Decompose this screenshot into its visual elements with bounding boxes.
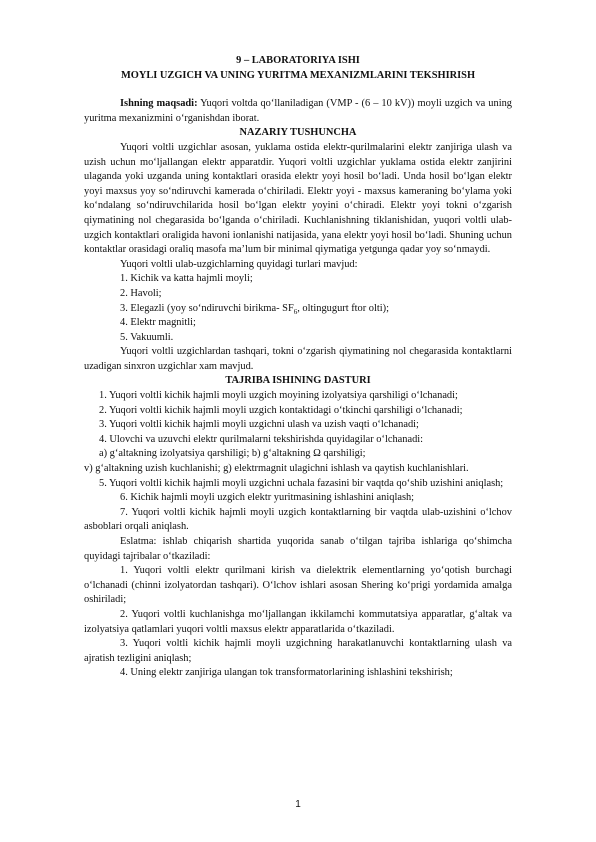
list-item: 1. Kichik va katta hajmli moyli; xyxy=(120,273,253,285)
page-number: 1 xyxy=(295,799,301,810)
list-item: 5. Vakuumli. xyxy=(120,331,174,343)
list-item: 6. Kichik hajmli moyli uzgich elektr yuritmasining ishlashini aniqlash; xyxy=(120,492,415,504)
goal-label: Ishning maqsadi: xyxy=(120,98,198,110)
list-item: 2. Havoli; xyxy=(120,287,162,299)
list-item: 4. Ulovchi va uzuvchi elektr qurilmalarni tekshirishda quyidagilar o‘lchanadi: xyxy=(99,433,424,445)
list-item: 7. Yuqori voltli kichik hajmli moyli uzgich kontaktlarning bir vaqtda ulab-uzishini o‘lchov asboblari orqali aniqlash. xyxy=(84,506,512,533)
lab-subtitle: MOYLI UZGICH VA UNING YURITMA MEXANIZMLARINI TEKSHIRISH xyxy=(120,69,476,81)
type3-subscript: 6 xyxy=(293,307,298,316)
list-item: a) g‘altakning izolyatsiya qarshiligi; b) g‘altakning Ω qarshiligi; xyxy=(99,448,366,460)
note-paragraph: Eslatma: ishlab chiqarish shartida yuqorida sanab o‘tilgan tajriba ishlariga qo‘shimcha quyidagi tajribalar o‘tkaziladi: xyxy=(84,536,512,562)
list-item: 3. Yuqori voltli kichik hajmli moyli uzgichning harakatlanuvchi kontaktlarning ulash va ajratish tezligini aniqlash; xyxy=(84,638,512,664)
page-content xyxy=(84,54,512,681)
list-item: 4. Elektr magnitli; xyxy=(120,317,196,329)
list-item: 2. Yuqori voltli kichik hajmli moyli uzgich kontaktidagi o‘tkinchi qarshiligi o‘lchanadi; xyxy=(99,404,463,416)
list-item: v) g‘altakning uzish kuchlanishi; g) elektrmagnit ulagichni ishlash va qaytish kuchlanishlari. xyxy=(84,463,469,475)
theory-paragraph-2: Yuqori voltli uzgichlardan tashqari, tokni o‘zgarish qiymatining nol chegarasida kontaktlarni uzadigan sinxron uzgichlar xam mavjud. xyxy=(84,346,512,372)
list-item: 2. Yuqori voltli kuchlanishga mo‘ljallangan ikkilamchi kommutatsiya apparatlar, g‘altak va izolyatsiya qatlamlari yuqori voltli maxsus elektr apparatlarida o‘tkaziladi. xyxy=(84,608,512,635)
list-item: 1. Yuqori voltli elektr qurilmani kirish va dielektrik elementlarning yo‘qotish burchagi o‘lchanadi (chinni izolyatordan tashqari). O‘lchov ishlari asosan Shering ko‘prigi yordamida amalga oshiriladi; xyxy=(84,565,512,606)
type3-text: 3. Elegazli (yoy so‘ndiruvchi birikma- SF xyxy=(120,302,294,314)
lab-title: 9 – LABORATORIYA ISHI xyxy=(236,55,360,66)
theory-paragraph-1: Yuqori voltli uzgichlar asosan, yuklama ostida elektr-qurilmalarini elektr zanjiriga ulash va uzish uchun mo‘ljallangan elektr apparatdir. Yuqori voltli uzgichlar yuklama ostida elektr zanjirini ulaganda yoki uzganda uning kontaktlari orasida elektr yoyi hosil bo‘ladi. Unda hosil bo‘lgan elektr yoyi maxsus yoy so‘ndiruvchi kamerada o‘chiriladi. Elektr yoyi - maxsus kameraning bo‘ylama yoki ko‘ndalang so‘ndiruvchilarida hosil bo‘lgan elektr yoyini o‘chiradi. Elektr yoyi tokni o‘zgarish qiymatining nol chegarasida bo‘lganda o‘chiriladi. Kuchlanishning tiklanishidan, yuqori voltli ulab-uzgich kontaktlari oraligida havoni ionlanishi natijasida, yana elektr yoyi hosil bo‘ladi. Shuning uchun kontaktlar orasidagi oraliq masofa ma’lum bir minimal qiymatiga yetgunga qadar yoy so‘nmaydi. xyxy=(84,141,512,256)
list-item: 5. Yuqori voltli kichik hajmli moyli uzgichni uchala fazasini bir vaqtda qo‘shib uzishini aniqlash; xyxy=(99,477,504,489)
list-item: 3. Yuqori voltli kichik hajmli moyli uzgichni ulash va uzish vaqti o‘lchanadi; xyxy=(99,419,419,431)
types-intro: Yuqori voltli ulab-uzgichlarning quyidagi turlari mavjud: xyxy=(120,258,358,270)
list-item xyxy=(84,302,512,317)
theory-heading: NAZARIY TUSHUNCHA xyxy=(239,127,357,139)
program-heading: TAJRIBA ISHINING DASTURI xyxy=(225,375,371,387)
type3-text-end: , oltingugurt ftor olti); xyxy=(297,302,390,314)
list-item: 1. Yuqori voltli kichik hajmli moyli uzgich moyining izolyatsiya qarshiligi o‘lchanadi; xyxy=(99,390,458,402)
list-item: 4. Uning elektr zanjiriga ulangan tok transformatorlarining ishlashini tekshirish; xyxy=(120,667,453,679)
goal-paragraph xyxy=(84,97,512,126)
goal-text: Yuqori voltda qo‘llaniladigan (VMP - (6 – 10 kV)) moyli uzgich va uning yuritma mexanizmini o‘rganishdan iborat. xyxy=(84,98,512,124)
